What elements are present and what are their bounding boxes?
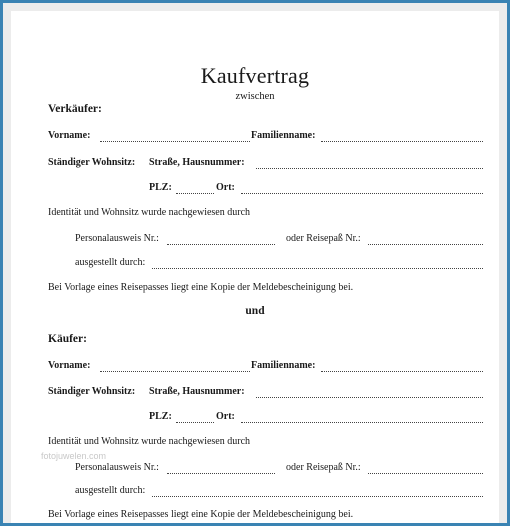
seller-last-name-field[interactable] [321, 141, 483, 142]
seller-issued-label: ausgestellt durch: [75, 257, 146, 268]
seller-first-name-label: Vorname: [48, 130, 91, 141]
watermark-text: fotojuwelen.com [41, 451, 107, 461]
buyer-first-name-label: Vorname: [48, 360, 91, 371]
seller-issued-field[interactable] [152, 268, 483, 269]
document-page [11, 11, 499, 523]
buyer-residence-label: Ständiger Wohnsitz: [48, 386, 136, 397]
buyer-first-name-field[interactable] [100, 371, 250, 372]
seller-passport-field[interactable] [368, 244, 483, 245]
buyer-id-card-label: Personalausweis Nr.: [75, 462, 159, 473]
buyer-issued-field[interactable] [152, 496, 483, 497]
seller-heading: Verkäufer: [48, 103, 102, 115]
seller-street-label: Straße, Hausnummer: [149, 157, 245, 168]
connector-word: und [245, 305, 265, 317]
buyer-city-field[interactable] [241, 422, 483, 423]
seller-first-name-field[interactable] [100, 141, 250, 142]
buyer-street-field[interactable] [256, 397, 483, 398]
seller-city-label: Ort: [216, 182, 235, 193]
buyer-id-card-field[interactable] [167, 473, 275, 474]
buyer-identity-text: Identität und Wohnsitz wurde nachgewiesen durch [48, 436, 251, 447]
buyer-heading: Käufer: [48, 333, 87, 345]
seller-zip-label: PLZ: [149, 182, 172, 193]
buyer-zip-field[interactable] [176, 422, 214, 423]
seller-residence-label: Ständiger Wohnsitz: [48, 157, 136, 168]
buyer-zip-label: PLZ: [149, 411, 172, 422]
seller-identity-text: Identität und Wohnsitz wurde nachgewiesen durch [48, 207, 251, 218]
document-title: Kaufvertrag [200, 63, 310, 88]
seller-zip-field[interactable] [176, 193, 214, 194]
seller-last-name-label: Familienname: [251, 130, 316, 141]
seller-passport-note: Bei Vorlage eines Reisepasses liegt eine Kopie der Meldebescheinigung bei. [48, 282, 354, 293]
buyer-passport-field[interactable] [368, 473, 483, 474]
buyer-city-label: Ort: [216, 411, 235, 422]
buyer-street-label: Straße, Hausnummer: [149, 386, 245, 397]
buyer-passport-note: Bei Vorlage eines Reisepasses liegt eine Kopie der Meldebescheinigung bei. [48, 509, 354, 520]
seller-id-card-field[interactable] [167, 244, 275, 245]
buyer-last-name-field[interactable] [321, 371, 483, 372]
seller-city-field[interactable] [241, 193, 483, 194]
buyer-last-name-label: Familienname: [251, 360, 316, 371]
seller-id-card-label: Personalausweis Nr.: [75, 233, 159, 244]
seller-passport-label: oder Reisepaß Nr.: [286, 233, 361, 244]
document-subtitle: zwischen [235, 91, 275, 102]
buyer-issued-label: ausgestellt durch: [75, 485, 146, 496]
seller-street-field[interactable] [256, 168, 483, 169]
buyer-passport-label: oder Reisepaß Nr.: [286, 462, 361, 473]
